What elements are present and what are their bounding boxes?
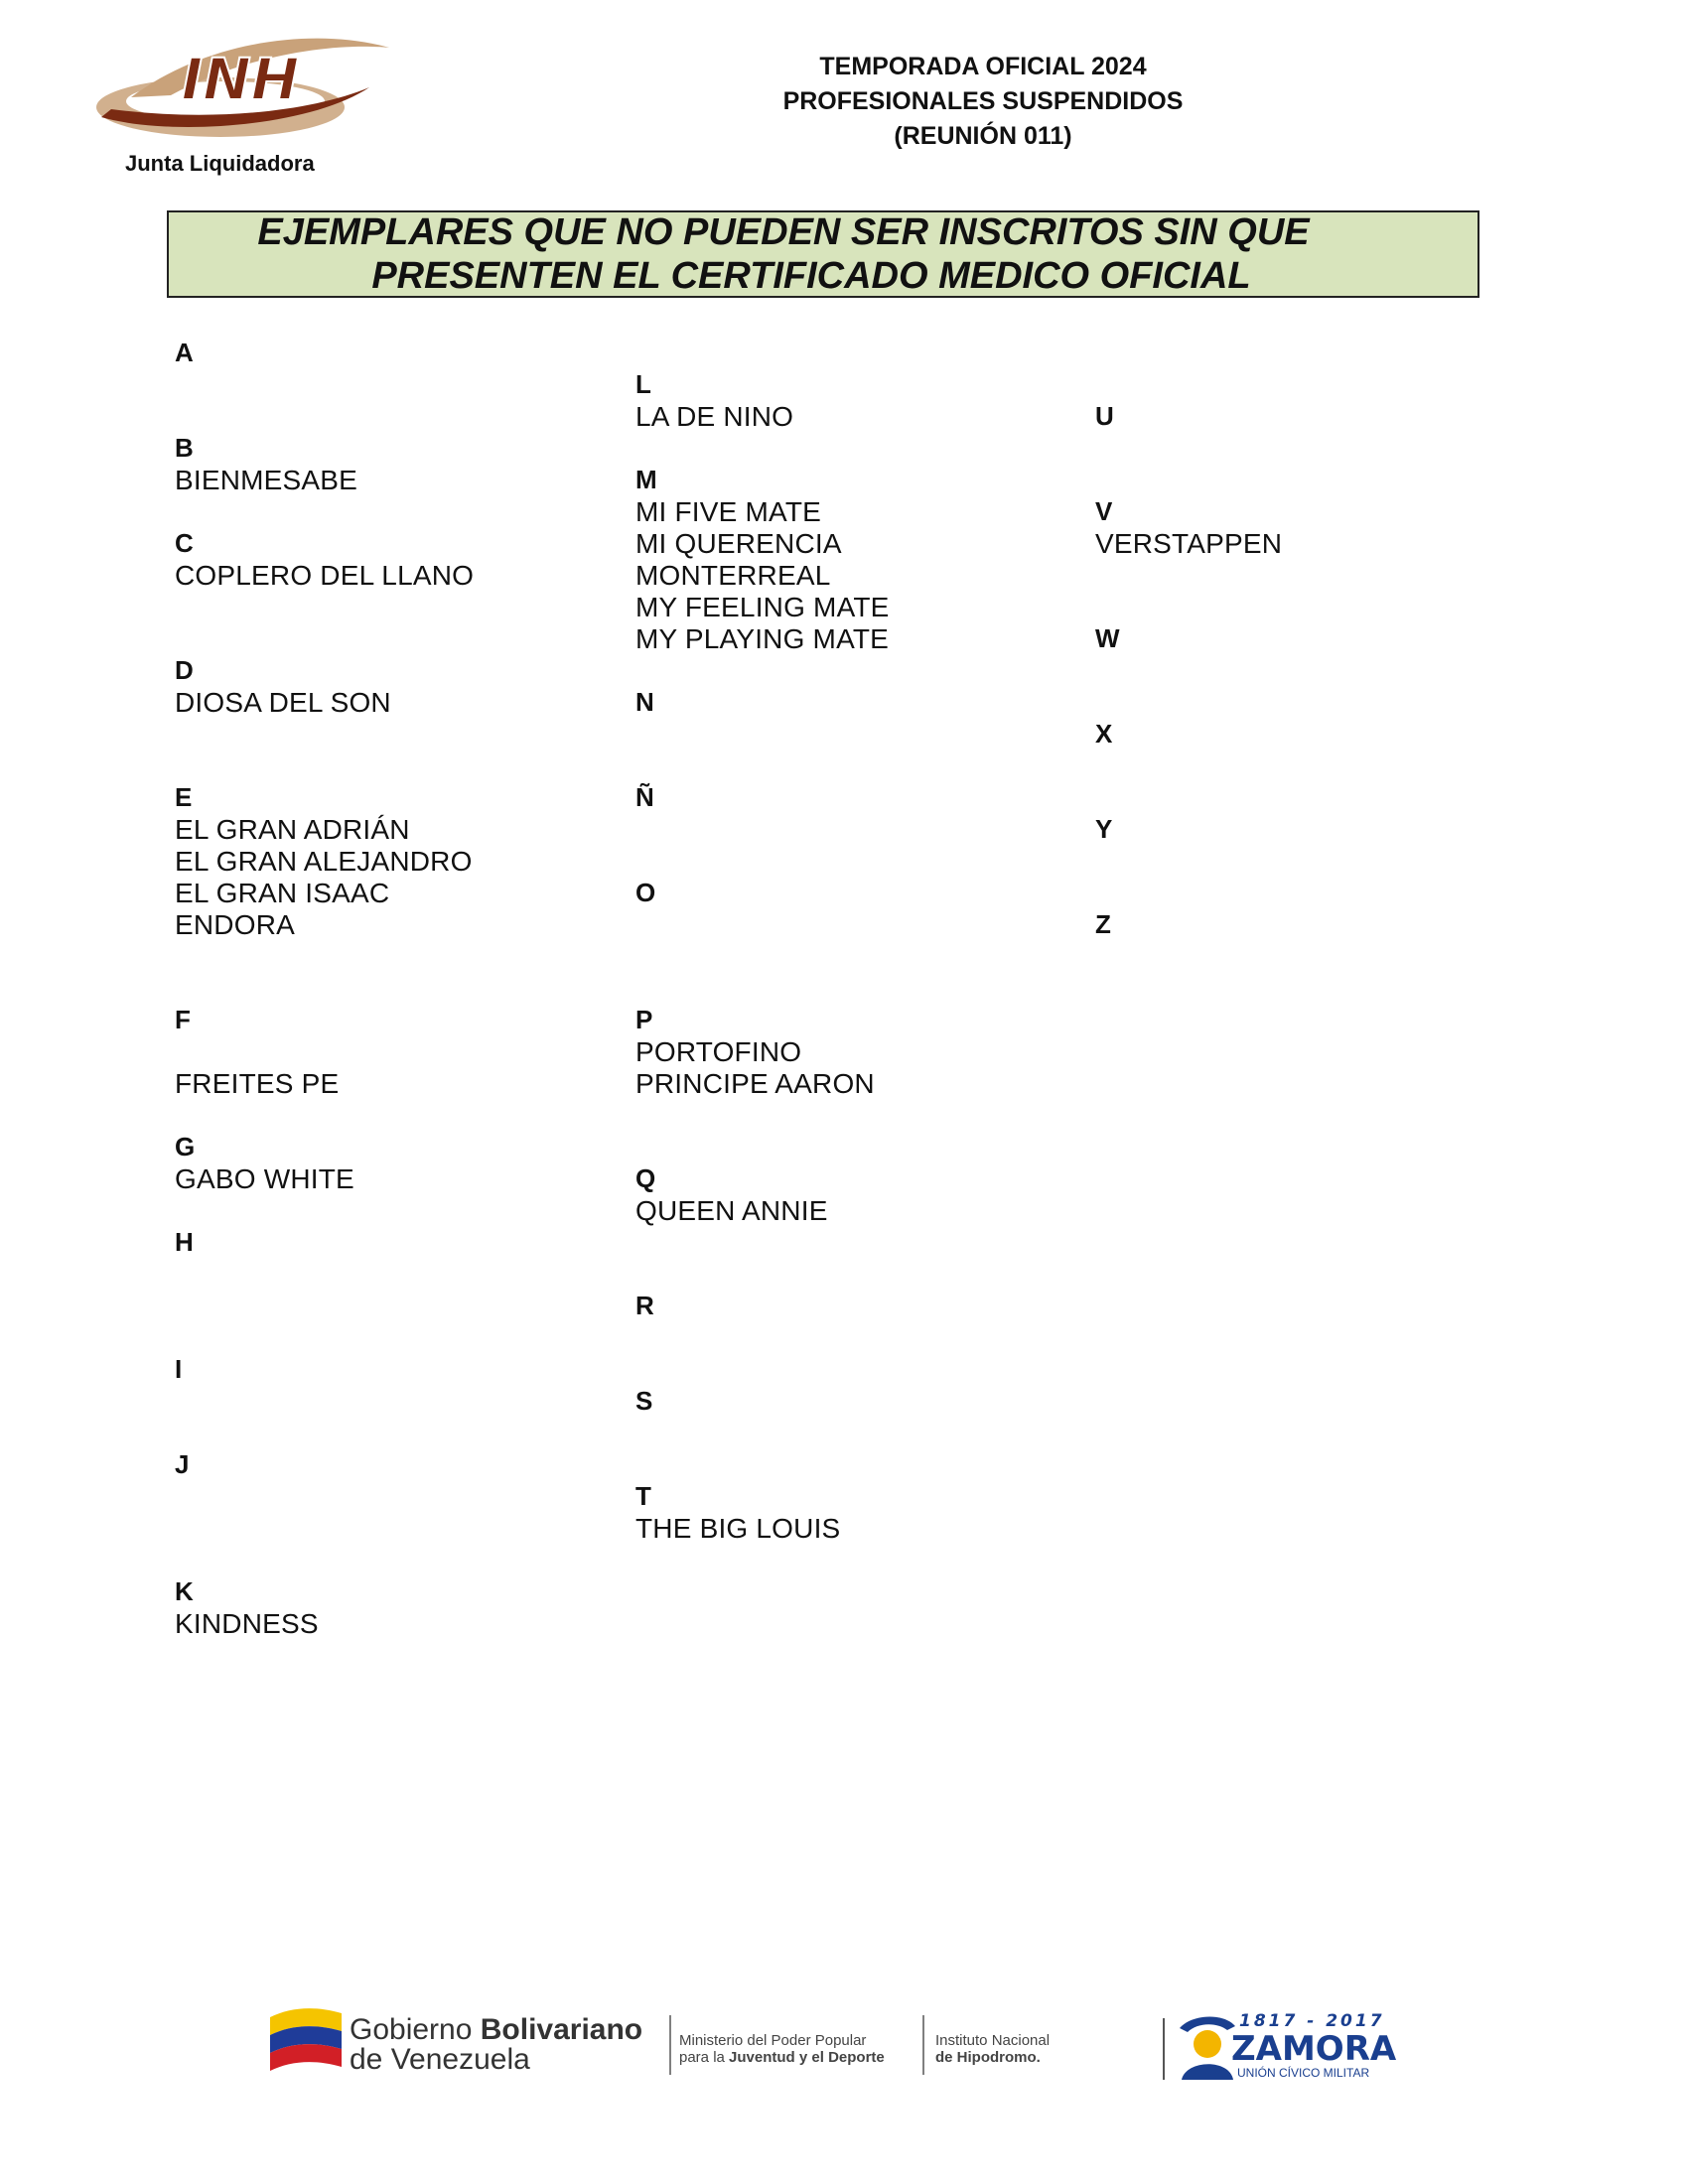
horse-name: EL GRAN ISAAC	[175, 878, 390, 908]
gobierno-footer-logo	[270, 1995, 1084, 2085]
horse-name: THE BIG LOUIS	[635, 1513, 841, 1544]
banner-line-1: EJEMPLARES QUE NO PUEDEN SER INSCRITOS SIN QUE	[257, 211, 1310, 253]
letter-heading: A	[175, 338, 194, 367]
svg-text:UNIÓN CÍVICO MILITAR: UNIÓN CÍVICO MILITAR	[1237, 2066, 1370, 2080]
letter-heading: L	[635, 369, 651, 399]
letter-heading: U	[1095, 401, 1114, 431]
header-line-suspended: PROFESIONALES SUSPENDIDOS	[782, 87, 1184, 115]
svg-text:INH: INH	[181, 46, 300, 113]
svg-text:Gobierno Bolivariano: Gobierno Bolivariano	[350, 2013, 643, 2046]
letter-heading: B	[175, 433, 194, 463]
horse-name: VERSTAPPEN	[1095, 528, 1283, 559]
horse-name: MI QUERENCIA	[635, 528, 842, 559]
header-line-season: TEMPORADA OFICIAL 2024	[819, 53, 1147, 80]
letter-heading: V	[1095, 496, 1113, 526]
horse-name: LA DE NINO	[635, 401, 794, 432]
horse-name: KINDNESS	[175, 1608, 319, 1639]
horse-name: MY FEELING MATE	[635, 592, 890, 622]
letter-heading: W	[1095, 623, 1120, 653]
letter-heading: C	[175, 528, 194, 558]
letter-heading: R	[635, 1291, 654, 1320]
horse-name: GABO WHITE	[175, 1163, 354, 1194]
horse-name: EL GRAN ADRIÁN	[175, 814, 410, 845]
horse-name: COPLERO DEL LLANO	[175, 560, 475, 591]
horse-name: BIENMESABE	[175, 465, 358, 495]
notice-banner	[167, 210, 1479, 298]
svg-text:Ministerio del Poder Popular: Ministerio del Poder Popular	[679, 2032, 867, 2049]
horse-name: FREITES PE	[175, 1068, 340, 1099]
zamora-figure-icon	[1180, 2016, 1235, 2080]
svg-text:Instituto Nacional: Instituto Nacional	[935, 2032, 1051, 2049]
letter-heading: X	[1095, 719, 1113, 749]
letter-heading: K	[175, 1576, 194, 1606]
letter-heading: J	[175, 1449, 190, 1479]
svg-text:ZAMORA: ZAMORA	[1231, 2029, 1397, 2069]
letter-heading: D	[175, 655, 194, 685]
horse-name: MY PLAYING MATE	[635, 623, 890, 654]
svg-text:de Venezuela: de Venezuela	[350, 2043, 530, 2076]
zamora-logo	[1162, 2000, 1422, 2090]
letter-heading: M	[635, 465, 657, 494]
horse-name: DIOSA DEL SON	[175, 687, 391, 718]
letter-heading: O	[635, 878, 656, 907]
venezuela-flag-icon	[270, 2008, 342, 2071]
letter-heading: E	[175, 782, 193, 812]
letter-heading: Z	[1095, 909, 1111, 939]
svg-text:para la Juventud y el Deporte: para la Juventud y el Deporte	[679, 2049, 885, 2066]
horse-name: EL GRAN ALEJANDRO	[175, 846, 473, 877]
horse-name: PRINCIPE AARON	[635, 1068, 875, 1099]
horse-name: PORTOFINO	[635, 1036, 802, 1067]
letter-heading: Ñ	[635, 782, 654, 812]
junta-label: Junta Liquidadora	[125, 151, 315, 176]
letter-heading: F	[175, 1005, 191, 1034]
banner-line-2: PRESENTEN EL CERTIFICADO MEDICO OFICIAL	[371, 255, 1251, 297]
letter-heading: T	[635, 1481, 651, 1511]
letter-heading: N	[635, 687, 654, 717]
letter-heading: Q	[635, 1163, 656, 1193]
letter-heading: S	[635, 1386, 653, 1416]
header-line-meeting: (REUNIÓN 011)	[894, 122, 1072, 150]
document-header	[635, 50, 1331, 154]
letter-heading: I	[175, 1354, 183, 1384]
horse-name: MI FIVE MATE	[635, 496, 821, 527]
horse-name: QUEEN ANNIE	[635, 1195, 828, 1226]
letter-heading: Y	[1095, 814, 1113, 844]
horse-name: ENDORA	[175, 909, 295, 940]
svg-text:de Hipodromo.: de Hipodromo.	[935, 2049, 1041, 2066]
inh-logo	[91, 28, 399, 142]
letter-heading: P	[635, 1005, 653, 1034]
horse-name: MONTERREAL	[635, 560, 831, 591]
letter-heading: G	[175, 1132, 196, 1161]
svg-text:1817 - 2017: 1817 - 2017	[1239, 2011, 1385, 2031]
letter-heading: H	[175, 1227, 194, 1257]
